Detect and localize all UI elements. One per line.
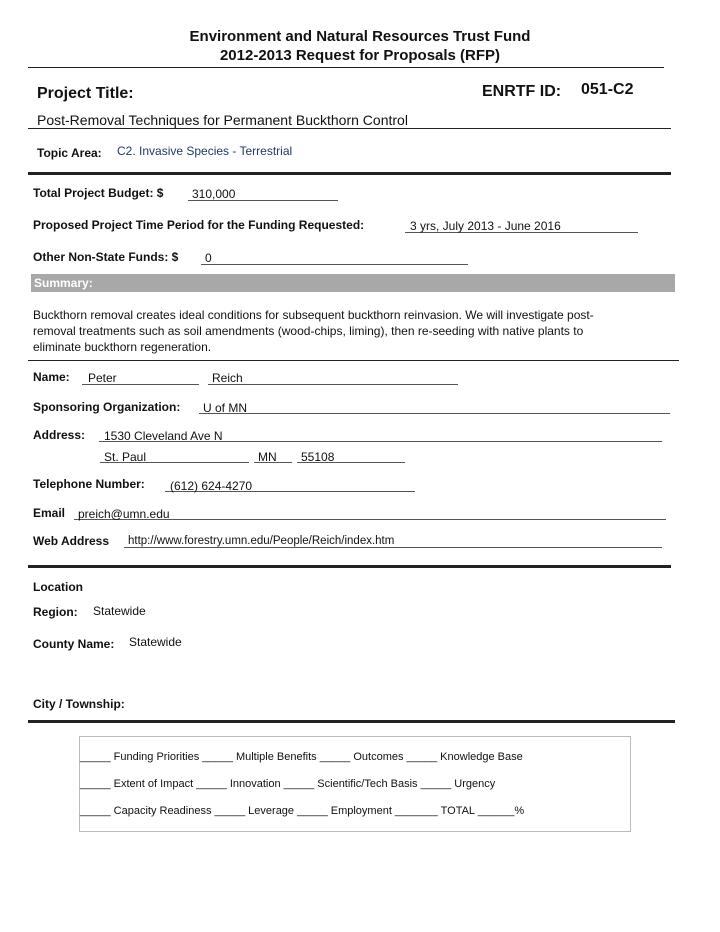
enrtf-id-value: 051-C2 (581, 81, 634, 98)
last-name-value: Reich (212, 371, 243, 385)
email-value: preich@umn.edu (78, 507, 170, 521)
form-title-line2: 2012-2013 Request for Proposals (RFP) (219, 47, 501, 64)
email-label: Email (33, 506, 66, 520)
total-budget-value: 310,000 (192, 187, 236, 201)
form-title-line1: Environment and Natural Resources Trust Fund (189, 28, 531, 45)
location-rule (28, 720, 675, 723)
last-name-line (208, 384, 458, 385)
other-funds-line (201, 264, 468, 265)
region-label: Region: (33, 605, 78, 619)
sponsor-org-line (199, 413, 670, 414)
summary-heading: Summary: (31, 274, 675, 292)
summary-line-3: eliminate buckthorn regeneration. (33, 340, 212, 354)
location-heading: Location (33, 580, 83, 594)
first-name-value: Peter (88, 371, 117, 385)
enrtf-id-label: ENRTF ID: (482, 83, 562, 100)
region-value: Statewide (93, 604, 146, 618)
scoring-row-2: _____ Extent of Impact _____ Innovation _____ Scientific/Tech Basis _____ Urgency (80, 778, 496, 790)
topic-rule (28, 172, 671, 175)
county-label: County Name: (33, 637, 115, 651)
county-value: Statewide (129, 635, 182, 649)
contact-rule (28, 565, 671, 568)
zip-value: 55108 (301, 450, 335, 464)
phone-value: (612) 624-4270 (170, 479, 253, 493)
scoring-row-3: _____ Capacity Readiness _____ Leverage _____ Employment _______ TOTAL ______% (80, 805, 525, 817)
time-period-value: 3 yrs, July 2013 - June 2016 (410, 219, 561, 233)
web-address-line (124, 547, 662, 548)
other-funds-value: 0 (205, 251, 212, 265)
topic-area-label: Topic Area: (37, 146, 102, 160)
header-rule (28, 67, 664, 68)
other-funds-label: Other Non-State Funds: $ (33, 250, 179, 264)
topic-area-value: C2. Invasive Species - Terrestrial (117, 144, 293, 158)
phone-label: Telephone Number: (33, 477, 145, 491)
sponsor-org-label: Sponsoring Organization: (33, 400, 181, 414)
sponsor-org-value: U of MN (203, 401, 248, 415)
city-value: St. Paul (104, 450, 147, 464)
scoring-box (79, 736, 631, 832)
state-value: MN (258, 450, 277, 464)
total-budget-label: Total Project Budget: $ (33, 186, 164, 200)
time-period-label: Proposed Project Time Period for the Funding Requested: (33, 218, 365, 232)
name-label: Name: (33, 370, 70, 384)
summary-line-1: Buckthorn removal creates ideal conditions for subsequent buckthorn reinvasion. We will investigate post- (33, 308, 594, 322)
web-address-label: Web Address (33, 534, 110, 548)
city-township-label: City / Township: (33, 697, 125, 711)
project-title-value: Post-Removal Techniques for Permanent Buckthorn Control (37, 112, 408, 128)
summary-rule (28, 360, 679, 361)
scoring-row-1: _____ Funding Priorities _____ Multiple Benefits _____ Outcomes _____ Knowledge Base (80, 751, 523, 763)
street-value: 1530 Cleveland Ave N (104, 429, 223, 443)
title-rule (28, 128, 671, 129)
project-title-label: Project Title: (37, 85, 134, 102)
summary-line-2: removal treatments such as soil amendments (wood-chips, liming), then re-seeding with native plants to (33, 324, 584, 338)
address-label: Address: (33, 428, 86, 442)
web-address-value: http://www.forestry.umn.edu/People/Reich/index.htm (128, 535, 395, 547)
